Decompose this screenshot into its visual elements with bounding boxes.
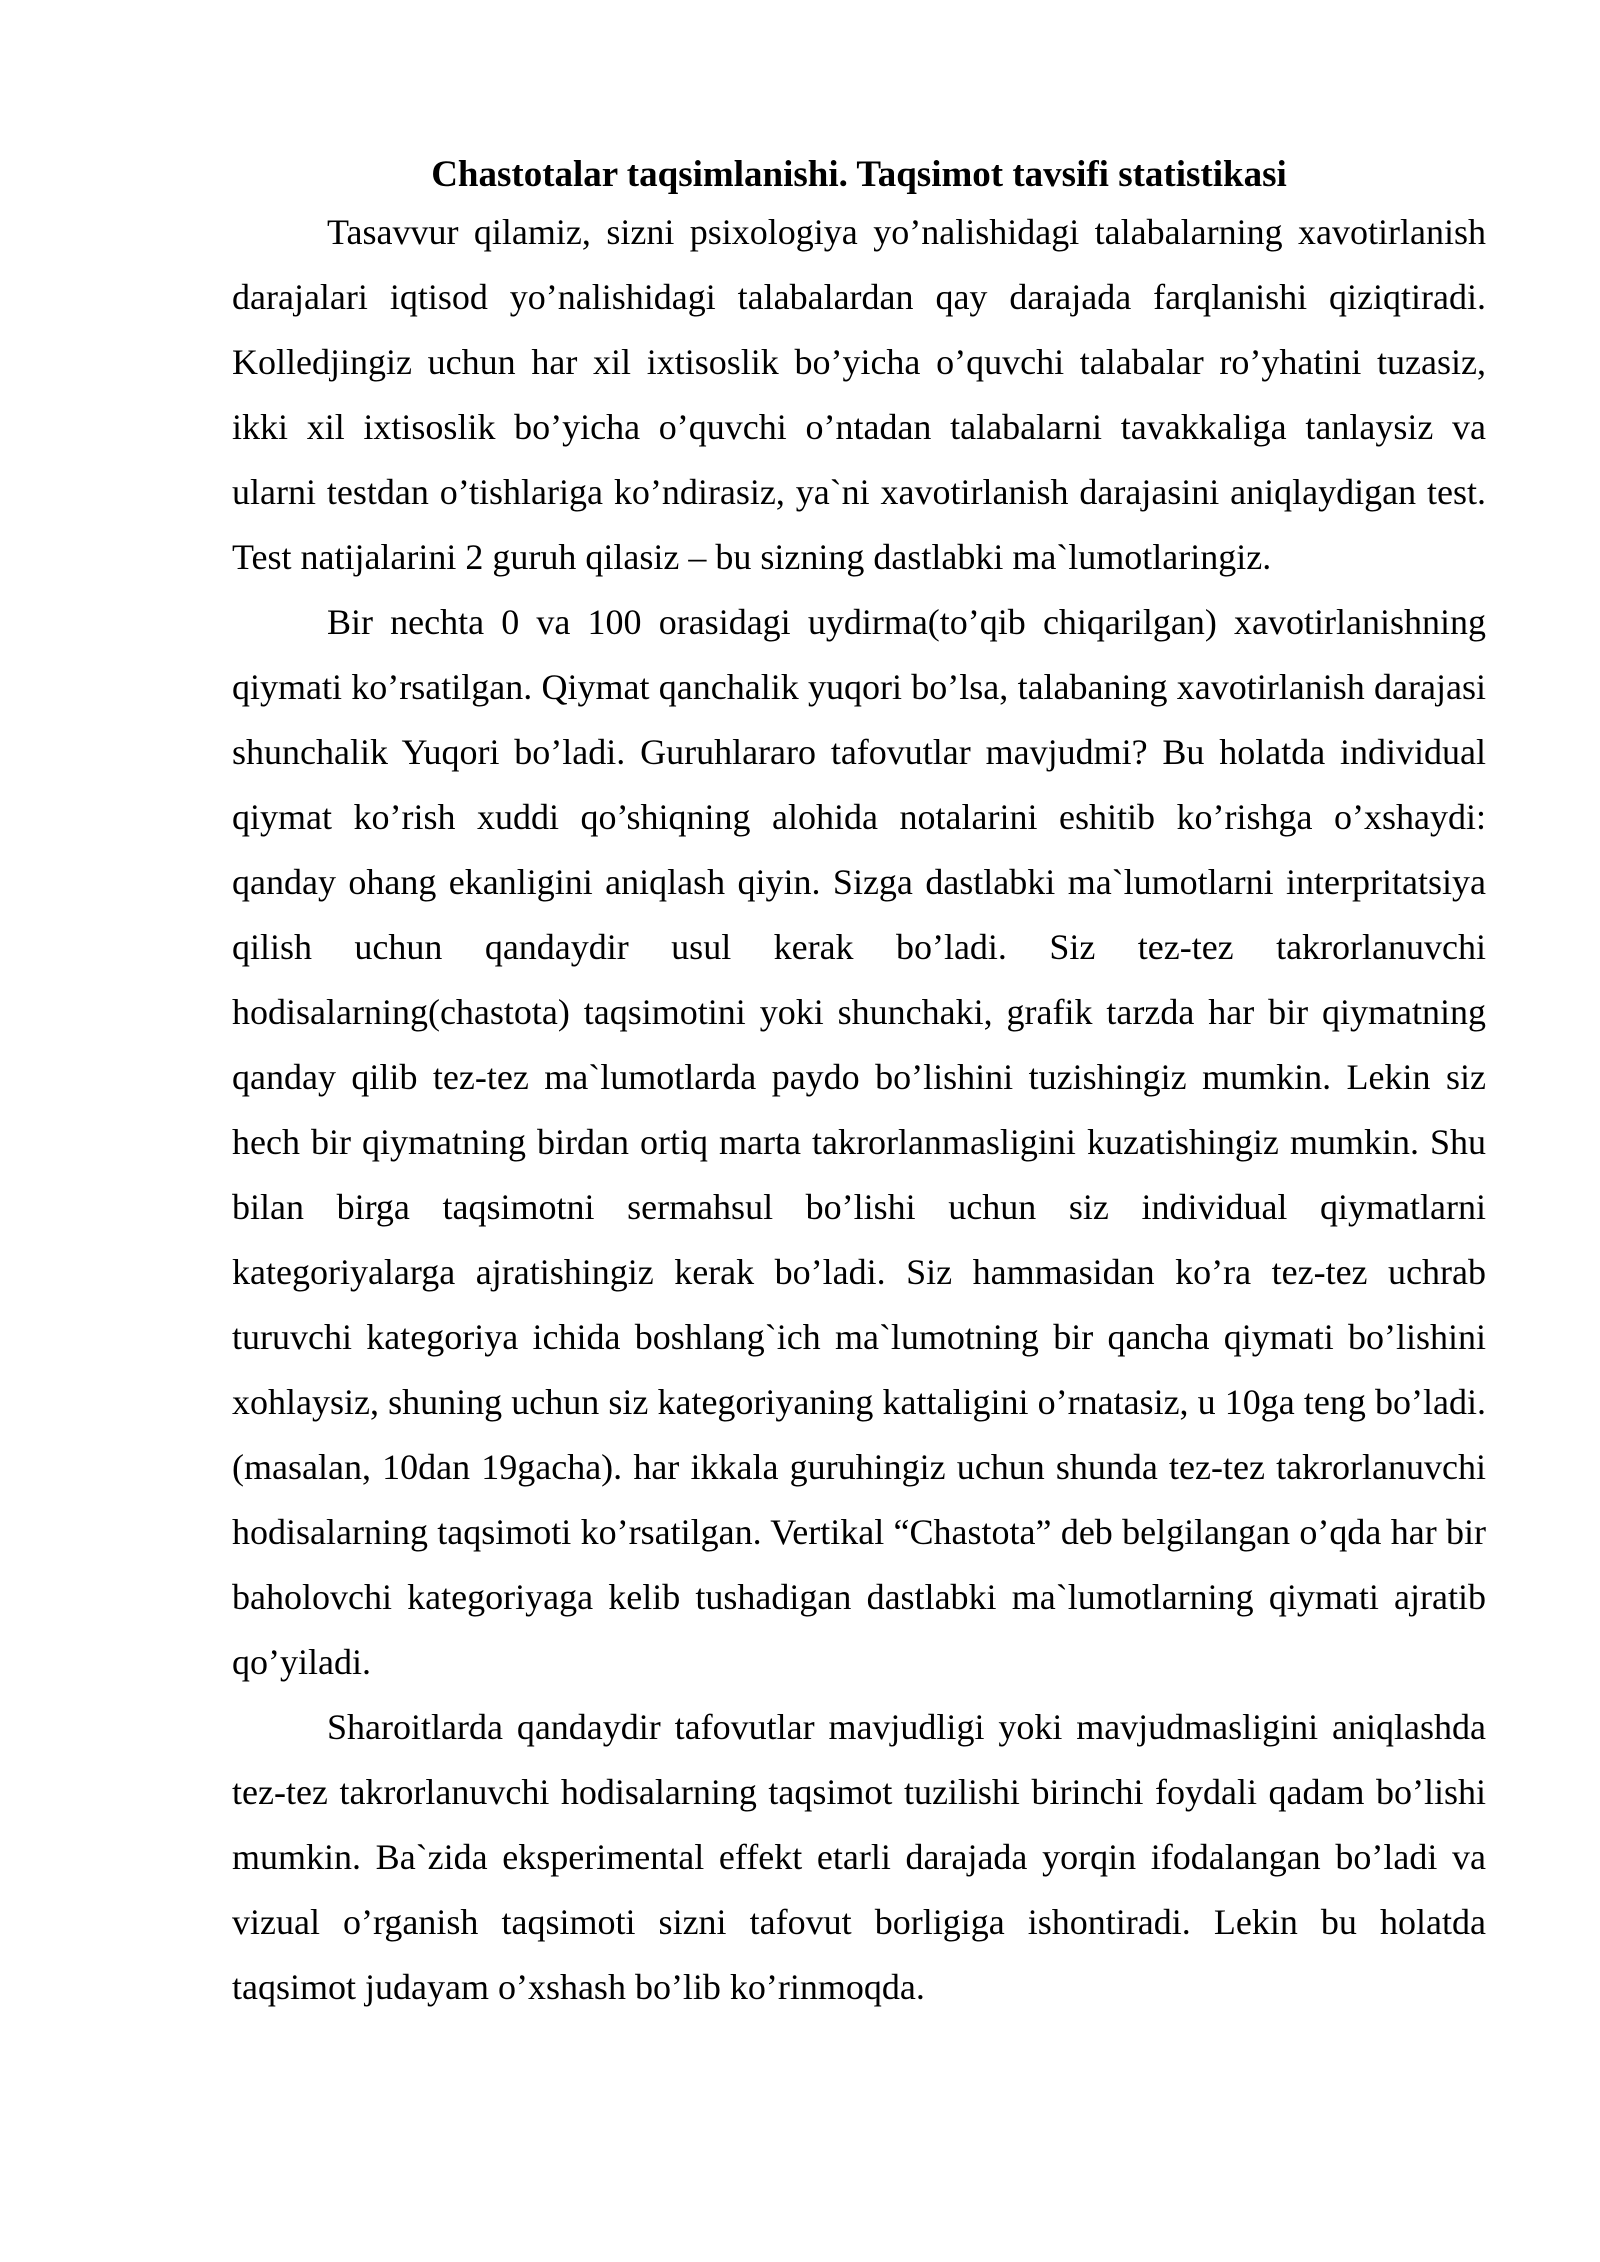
paragraph-conclusion: Sharoitlarda qandaydir tafovutlar mavjudligi yoki mavjudmasligini aniqlashda tez-tez takrorlanuvchi hodisalarning taqsimot tuzilishi birinchi foydali qadam bo’lishi mumkin. Ba`zida eksperimental effekt etarli darajada yorqin ifodalangan bo’ladi va vizual o’rganish taqsimoti sizni tafovut borligiga ishontiradi. Lekin bu holatda taqsimot judayam o’xshash bo’lib ko’rinmoqda. <box>232 1707 1486 2007</box>
document-page <box>232 150 1486 2020</box>
paragraph-frequency-distribution: Bir nechta 0 va 100 orasidagi uydirma(to’qib chiqarilgan) xavotirlanishning qiymati ko’rsatilgan. Qiymat qanchalik yuqori bo’lsa, talabaning xavotirlanish darajasi shunchalik Yuqori bo’ladi. Guruhlararo tafovutlar mavjudmi? Bu holatda individual qiymat ko’rish xuddi qo’shiqning alohida notalarini eshitib ko’rishga o’xshaydi: qanday ohang ekanligini aniqlash qiyin. Sizga dastlabki ma`lumotlarni interpritatsiya qilish uchun qandaydir usul kerak bo’ladi. Siz tez-tez takrorlanuvchi hodisalarning(chastota) taqsimotini yoki shunchaki, grafik tarzda har bir qiymatning qanday qilib tez-tez ma`lumotlarda paydo bo’lishini tuzishingiz mumkin. Lekin siz hech bir qiymatning birdan ortiq marta takrorlanmasligini kuzatishingiz mumkin. Shu bilan birga taqsimotni sermahsul bo’lishi uchun siz individual qiymatlarni kategoriyalarga ajratishingiz kerak bo’ladi. Siz hammasidan ko’ra tez-tez uchrab turuvchi kategoriya ichida boshlang`ich ma`lumotning bir qancha qiymati bo’lishini xohlaysiz, shuning uchun siz kategoriyaning kattaligini o’rnatasiz, u 10ga teng bo’ladi. (masalan, 10dan 19gacha). har ikkala guruhingiz uchun shunda tez-tez takrorlanuvchi hodisalarning taqsimoti ko’rsatilgan. Vertikal “Chastota” deb belgilangan o’qda har bir baholovchi kategoriyaga kelib tushadigan dastlabki ma`lumotlarning qiymati ajratib qo’yiladi. <box>232 602 1486 1682</box>
paragraph-intro: Tasavvur qilamiz, sizni psixologiya yo’nalishidagi talabalarning xavotirlanish darajalari iqtisod yo’nalishidagi talabalardan qay darajada farqlanishi qiziqtiradi. Kolledjingiz uchun har xil ixtisoslik bo’yicha o’quvchi talabalar ro’yhatini tuzasiz, ikki xil ixtisoslik bo’yicha o’quvchi o’ntadan talabalarni tavakkaliga tanlaysiz va ularni testdan o’tishlariga ko’ndirasiz, ya`ni xavotirlanish darajasini aniqlaydigan test. Test natijalarini 2 guruh qilasiz – bu sizning dastlabki ma`lumotlaringiz. <box>232 212 1486 577</box>
page-title: Chastotalar taqsimlanishi. Taqsimot tavsifi statistikasi <box>431 154 1287 195</box>
